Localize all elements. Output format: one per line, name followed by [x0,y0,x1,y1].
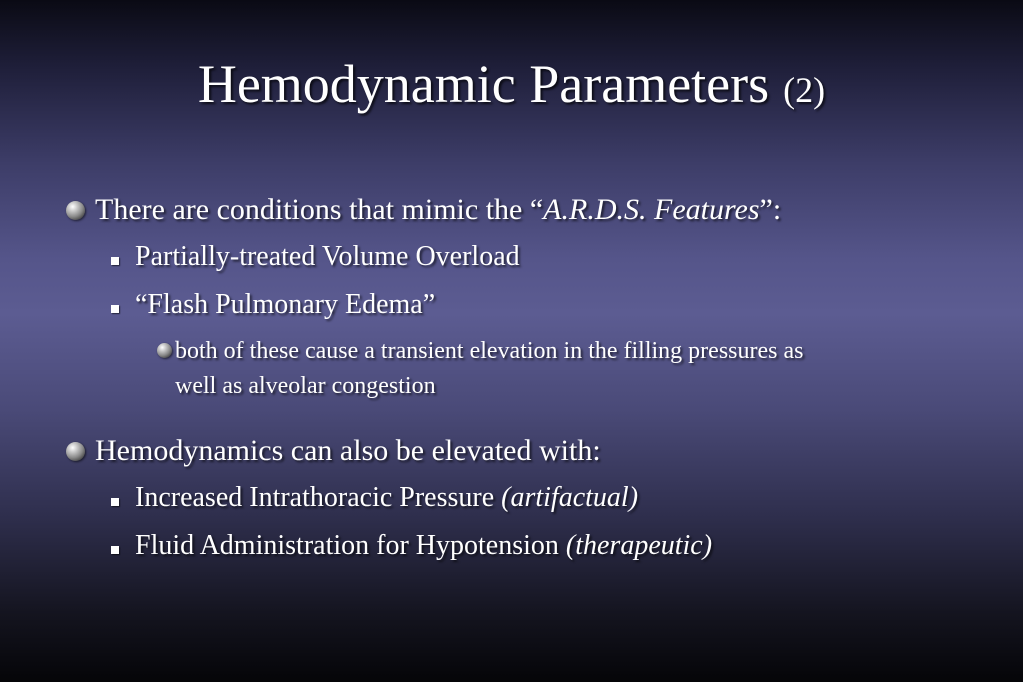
sphere-bullet-icon [66,442,85,461]
bullet-1-sub-1: Partially-treated Volume Overload [135,241,520,272]
sphere-bullet-icon [66,201,85,220]
square-bullet-icon [111,498,119,506]
bullet-1-subsub-line-1: both of these cause a transient elevation in the filling pressures as [175,338,804,364]
title-number: (2) [783,70,826,110]
square-bullet-icon [111,546,119,554]
bullet-2-sub-2 [135,529,712,563]
bullet-1-subsub [175,334,975,404]
bullet-2-sub-1 [135,481,638,515]
sphere-bullet-icon [157,343,172,358]
square-bullet-icon [111,305,119,313]
title-text: Hemodynamic Parameters [197,54,770,114]
square-bullet-icon [111,257,119,265]
bullet-1-italic: A.R.D.S. Features [543,193,760,226]
bullet-2-sub-2-text: Fluid Administration for Hypotension [135,530,566,561]
bullet-2-sub-2-italic: (therapeutic) [565,530,713,561]
slide-title [0,52,1023,122]
bullet-1-text-end: ”: [759,193,782,226]
bullet-2-sub-1-italic: (artifactual) [501,482,639,513]
bullet-1-text [95,192,781,228]
bullet-1-text-start: There are conditions that mimic the “ [95,193,544,226]
bullet-1-subsub-line-2: well as alveolar congestion [175,373,436,399]
bullet-2-sub-1-text: Increased Intrathoracic Pressure [135,482,502,513]
bullet-1-sub-2: “Flash Pulmonary Edema” [135,289,436,320]
bullet-2-text: Hemodynamics can also be elevated with: [95,434,601,467]
